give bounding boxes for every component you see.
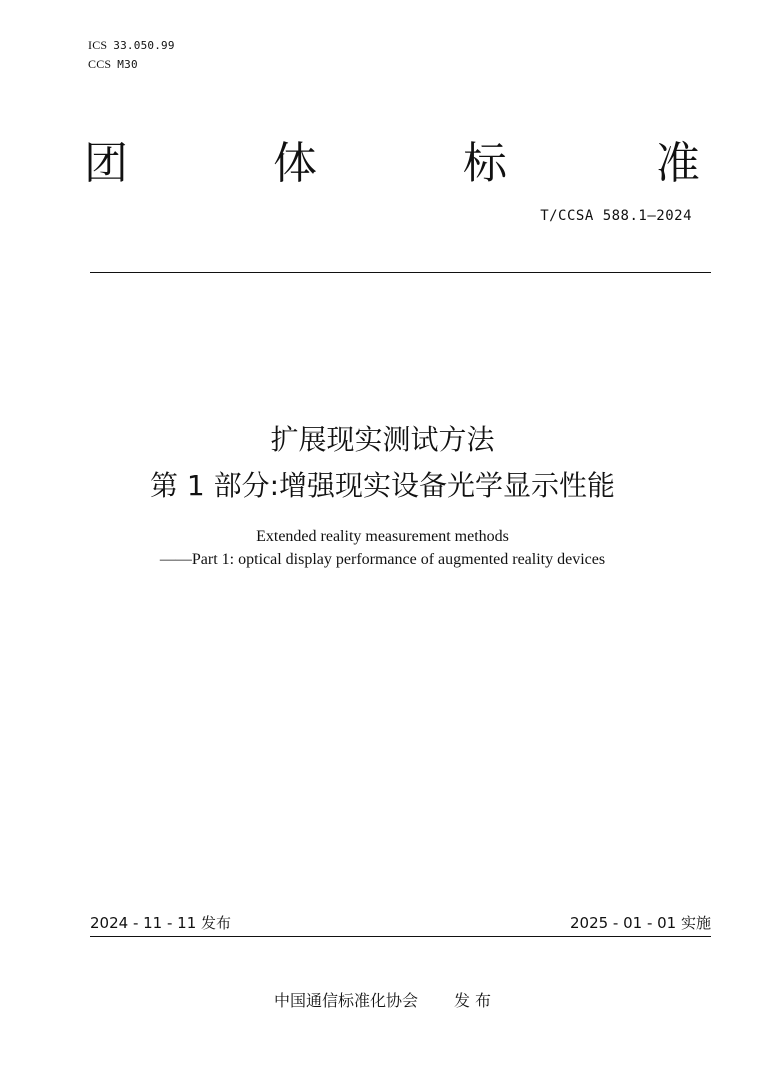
- title-en-line-2: ——Part 1: optical display performance of augmented reality devices: [159, 551, 606, 568]
- issuer: [0, 988, 765, 1011]
- standard-type-char-1: 团: [84, 138, 128, 189]
- ics-code: 33.050.99: [113, 39, 175, 52]
- title-cn-line-1: 扩展现实测试方法: [270, 423, 495, 456]
- issuer-name: 中国通信标准化协会: [273, 991, 418, 1010]
- standard-type-char-2: 体: [273, 138, 317, 189]
- footer-divider: [90, 936, 711, 937]
- standard-type-char-4: 准: [656, 138, 700, 189]
- standard-type-char-3: 标: [463, 138, 507, 189]
- header-divider: [90, 272, 711, 273]
- implementation-date: 2025 - 01 - 01 实施: [569, 914, 711, 932]
- standard-number: T/CCSA 588.1—2024: [540, 208, 692, 224]
- ccs-label: CCS: [88, 57, 112, 71]
- title-cn-line-2: 第 1 部分:增强现实设备光学显示性能: [149, 469, 616, 502]
- ccs-classification: [88, 57, 138, 72]
- title-en-line-1: Extended reality measurement methods: [256, 528, 509, 545]
- issuer-action: 发 布: [453, 991, 492, 1010]
- ccs-code: M30: [117, 58, 138, 71]
- ics-classification: [88, 38, 175, 53]
- ics-label: ICS: [88, 38, 108, 52]
- publish-date: 2024 - 11 - 11 发布: [90, 914, 232, 932]
